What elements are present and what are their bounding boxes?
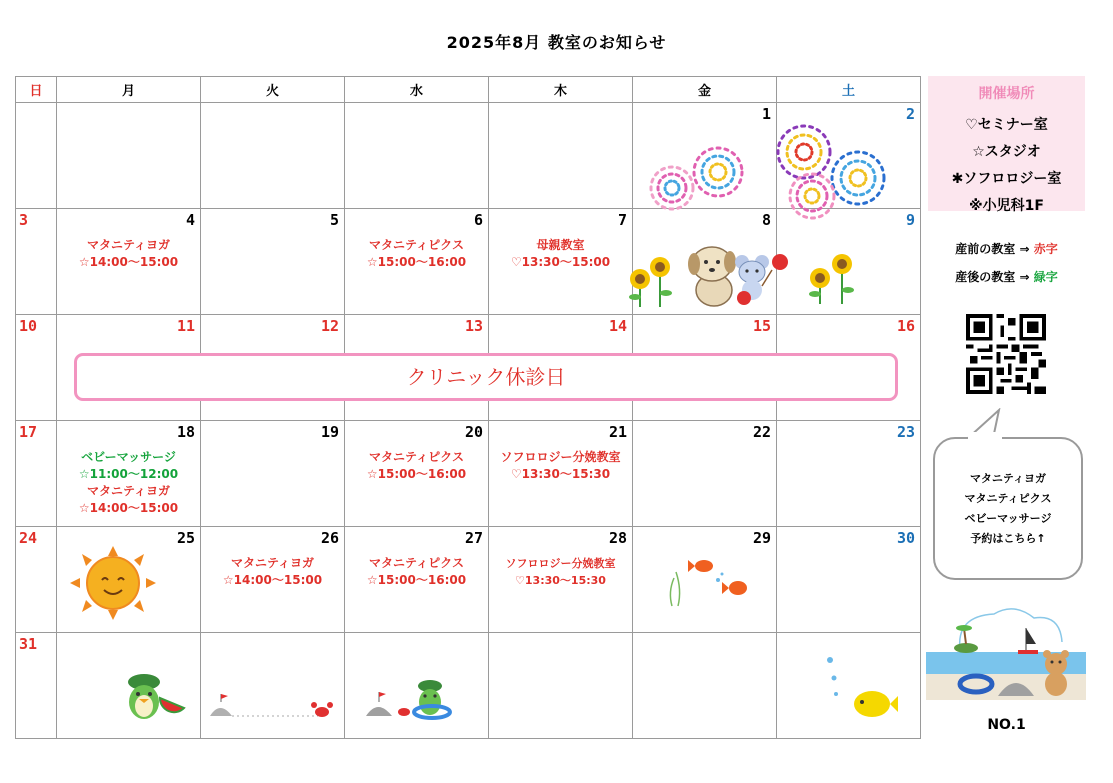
day-number: 12 [320, 317, 339, 335]
beach-bear-icon [926, 604, 1086, 700]
day-number: 22 [752, 423, 771, 441]
event-list [489, 449, 632, 483]
event-list [345, 237, 488, 271]
day-number: 17 [19, 423, 38, 441]
event-time: ☆11:00〜12:00 [78, 467, 179, 481]
qr-code-icon[interactable] [964, 314, 1048, 394]
day-number: 8 [761, 211, 771, 229]
event-name: マタニティピクス [369, 450, 464, 464]
weekday-thu: 木 [489, 77, 633, 103]
day-cell-27 [345, 527, 489, 633]
event-name: マタニティヨガ [86, 484, 171, 498]
event-time: ♡13:30〜15:30 [515, 574, 606, 587]
event-time: ♡13:30〜15:30 [510, 467, 611, 481]
venue-item: ※小児科1F [969, 198, 1044, 214]
day-cell-4 [57, 209, 201, 315]
day-number: 2 [905, 105, 915, 123]
crab-icon [364, 676, 458, 722]
clinic-closed-banner: クリニック休診日 [74, 353, 898, 401]
day-cell-21 [489, 421, 633, 527]
event-list [345, 449, 488, 483]
day-cell-22 [633, 421, 777, 527]
event-name: ソフロロジー分娩教室 [505, 557, 616, 570]
day-cell-18 [57, 421, 201, 527]
bubble-line: 予約はこちら↑ [970, 532, 1046, 545]
day-cell-28 [489, 527, 633, 633]
event-name: ベビーマッサージ [81, 450, 176, 464]
day-number: 13 [464, 317, 483, 335]
legend-prenatal [928, 240, 1085, 257]
event-list [57, 237, 200, 271]
weekday-header [16, 77, 921, 103]
event-time: ☆14:00〜15:00 [222, 573, 323, 587]
day-number: 28 [608, 529, 627, 547]
day-cell-empty [345, 103, 489, 209]
day-number: 5 [329, 211, 339, 229]
day-number: 31 [19, 635, 38, 653]
legend-color-green: 緑字 [1033, 270, 1058, 284]
event-list [201, 555, 344, 589]
day-cell-24 [16, 527, 57, 633]
day-cell-10 [16, 315, 57, 421]
event-time: ♡13:30〜15:00 [510, 255, 611, 269]
event-name: ソフロロジー分娩教室 [500, 450, 621, 464]
event-name: マタニティピクス [369, 238, 464, 252]
weekday-sat: 土 [777, 77, 921, 103]
crab-icon [208, 692, 334, 720]
event-time: ☆15:00〜16:00 [366, 255, 467, 269]
day-cell-empty [16, 103, 57, 209]
fireworks-icon [772, 122, 894, 220]
weekday-mon: 月 [57, 77, 201, 103]
day-number: 9 [905, 211, 915, 229]
day-cell-26 [201, 527, 345, 633]
event-list [489, 237, 632, 271]
sunflower-icon [806, 252, 858, 304]
venue-item: ✱ソフロロジー室 [951, 171, 1062, 187]
fish-icon [826, 656, 898, 722]
day-number: 23 [896, 423, 915, 441]
day-cell-empty [201, 103, 345, 209]
event-list [57, 449, 200, 517]
page-number: NO.1 [987, 717, 1026, 733]
weekday-sun: 日 [16, 77, 57, 103]
venue-heading: 開催場所 [978, 86, 1035, 102]
day-number: 4 [185, 211, 195, 229]
event-list [489, 555, 632, 589]
day-number: 19 [320, 423, 339, 441]
day-number: 21 [608, 423, 627, 441]
day-cell-empty [489, 633, 633, 739]
day-cell-17 [16, 421, 57, 527]
event-time: ☆15:00〜16:00 [366, 467, 467, 481]
event-name: 母親教室 [536, 238, 585, 252]
event-name: マタニティヨガ [86, 238, 171, 252]
sunflower-icon [626, 255, 676, 307]
event-name: マタニティピクス [369, 556, 464, 570]
page-title: 2025年8月 教室のお知らせ [446, 33, 667, 52]
legend-label: 産後の教室 ⇒ [955, 270, 1030, 284]
event-time: ☆14:00〜15:00 [78, 255, 179, 269]
day-number: 14 [608, 317, 627, 335]
day-cell-empty [57, 103, 201, 209]
event-time: ☆14:00〜15:00 [78, 501, 179, 515]
day-cell-30 [777, 527, 921, 633]
day-cell-7 [489, 209, 633, 315]
week-4 [16, 421, 921, 527]
day-number: 6 [473, 211, 483, 229]
day-cell-3 [16, 209, 57, 315]
day-cell-6 [345, 209, 489, 315]
kappa-icon [118, 668, 188, 726]
bubble-line: マタニティヨガ [969, 472, 1047, 485]
day-cell-empty [633, 633, 777, 739]
mouse-icon [732, 250, 792, 306]
day-cell-20 [345, 421, 489, 527]
day-number: 16 [896, 317, 915, 335]
event-list [345, 555, 488, 589]
speech-bubble-tail-icon [968, 430, 1002, 442]
day-number: 11 [176, 317, 195, 335]
day-number: 20 [464, 423, 483, 441]
day-number: 24 [19, 529, 38, 547]
day-cell-5 [201, 209, 345, 315]
fish-icon [662, 554, 754, 606]
day-number: 7 [617, 211, 627, 229]
bubble-line: マタニティピクス [964, 492, 1052, 505]
sun-icon [70, 546, 156, 620]
weekday-fri: 金 [633, 77, 777, 103]
day-cell-empty [201, 633, 345, 739]
venue-box [928, 76, 1085, 214]
bubble-line: ベビーマッサージ [964, 512, 1052, 525]
reservation-bubble [933, 437, 1083, 580]
day-cell-19 [201, 421, 345, 527]
day-number: 3 [19, 211, 29, 229]
venue-item: ♡セミナー室 [965, 117, 1048, 133]
day-number: 30 [896, 529, 915, 547]
day-cell-31 [16, 633, 57, 739]
day-number: 29 [752, 529, 771, 547]
day-number: 25 [176, 529, 195, 547]
weekday-wed: 水 [345, 77, 489, 103]
day-number: 27 [464, 529, 483, 547]
day-number: 10 [19, 317, 38, 335]
event-time: ☆15:00〜16:00 [366, 573, 467, 587]
day-cell-empty [489, 103, 633, 209]
day-cell-23 [777, 421, 921, 527]
fireworks-icon [646, 140, 770, 212]
event-name: マタニティヨガ [230, 556, 315, 570]
day-number: 18 [176, 423, 195, 441]
day-number: 26 [320, 529, 339, 547]
legend-postnatal [928, 268, 1085, 285]
legend-color-red: 赤字 [1033, 242, 1058, 256]
day-number: 15 [752, 317, 771, 335]
weekday-tue: 火 [201, 77, 345, 103]
venue-item: ☆スタジオ [972, 144, 1041, 160]
legend-label: 産前の教室 ⇒ [955, 242, 1030, 256]
day-number: 1 [761, 105, 771, 123]
